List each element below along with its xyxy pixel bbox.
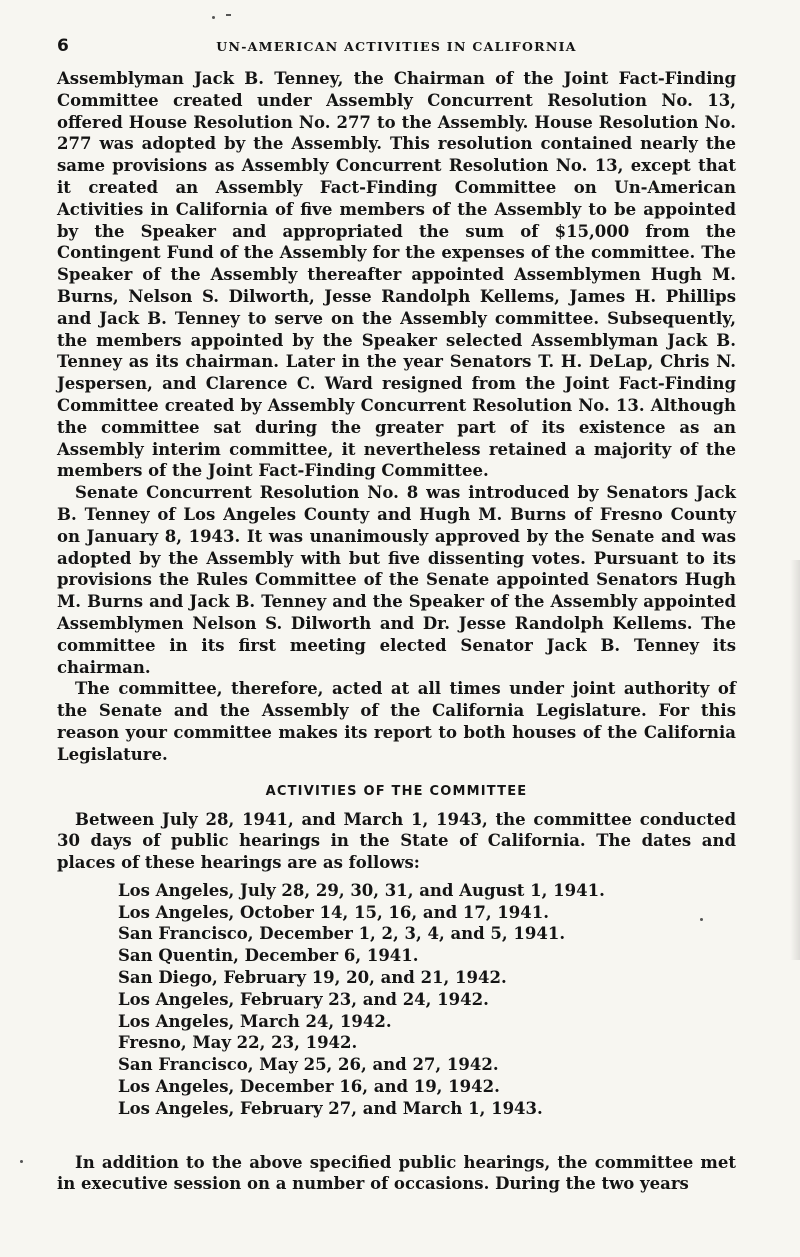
page-edge-shadow: [790, 560, 800, 960]
list-item: San Diego, February 19, 20, and 21, 1942.: [118, 968, 507, 988]
list-item: Los Angeles, March 24, 1942.: [118, 1011, 392, 1031]
list-item: Los Angeles, February 27, and March 1, 1943.: [118, 1098, 543, 1118]
scan-speck: [20, 1160, 23, 1163]
paragraph-hearings-intro: Between July 28, 1941, and March 1, 1943, the committee conducted 30 days of public hearings in the State of California. The dates and places of these hearings are as follows:: [57, 809, 736, 873]
list-item: San Francisco, December 1, 2, 3, 4, and 5, 1941.: [118, 924, 566, 944]
page-header: [57, 36, 736, 60]
paragraph-senate-resolution: Senate Concurrent Resolution No. 8 was introduced by Senators Jack B. Tenney of Los Angeles County and Hugh M. Burns of Fresno County on January 8, 1943. It was unanimously approved by the Senate and was adopted by the Assembly with but five dissenting votes. Pursuant to its provisions the Rules Committee of the Senate appointed Senators Hugh M. Burns and Jack B. Tenney and the Speaker of the Assembly appointed Assemblymen Nelson S. Dilworth and Dr. Jesse Randolph Kellems. The committee in its first meeting elected Senator Jack B. Tenney its chairman.: [57, 483, 736, 677]
scan-speck: [226, 14, 231, 16]
list-item: Fresno, May 22, 23, 1942.: [118, 1033, 358, 1053]
paragraph-executive-sessions: In addition to the above specified public hearings, the committee met in executive session on a number of occasions. During the two years: [57, 1152, 736, 1194]
list-item: San Quentin, December 6, 1941.: [118, 946, 419, 966]
list-item: Los Angeles, December 16, and 19, 1942.: [118, 1077, 500, 1097]
paragraph-house-resolution: Assemblyman Jack B. Tenney, the Chairman of the Joint Fact-Finding Committee created under Assembly Concurrent Resolution No. 13, offered House Resolution No. 277 to the Assembly. House Resolution No. 277 was adopted by the Assembly. This resolution contained nearly the same provisions as Assembly Concurrent Resolution No. 13, except that it created an Assembly Fact-Finding Committee on Un-American Activities in California of five members of the Assembly to be appointed by the Speaker and appropriated the sum of $15,000 from the Contingent Fund of the Assembly for the expenses of the committee. The Speaker of the Assembly thereafter appointed Assemblymen Hugh M. Burns, Nelson S. Dilworth, Jesse Randolph Kellems, James H. Phillips and Jack B. Tenney to serve on the Assembly committee. Subsequently, the members appointed by the Speaker selected Assemblyman Jack B. Tenney as its chairman. Later in the year Senators T. H. DeLap, Chris N. Jespersen, and Clarence C. Ward resigned from the Joint Fact-Finding Committee created by Assembly Concurrent Resolution No. 13. Although the committee sat during the greater part of its existence as an Assembly interim committee, it nevertheless retained a majority of the members of the Joint Fact-Finding Committee.: [57, 69, 736, 481]
page-number: 6: [57, 36, 69, 56]
paragraph-joint-authority: The committee, therefore, acted at all times under joint authority of the Senate and the Assembly of the California Legislature. For this reason your committee makes its report to both houses of the California Legislature.: [57, 679, 736, 764]
section-heading: ACTIVITIES OF THE COMMITTEE: [265, 783, 528, 799]
running-head: UN-AMERICAN ACTIVITIES IN CALIFORNIA: [216, 39, 577, 54]
list-item: Los Angeles, July 28, 29, 30, 31, and August 1, 1941.: [118, 880, 605, 900]
hearings-list: [57, 880, 736, 1120]
list-item: Los Angeles, February 23, and 24, 1942.: [118, 989, 489, 1009]
scan-speck: [700, 918, 703, 921]
list-item: Los Angeles, October 14, 15, 16, and 17, 1941.: [118, 902, 549, 922]
list-item: San Francisco, May 25, 26, and 27, 1942.: [118, 1055, 499, 1075]
scan-speck: [212, 16, 215, 19]
